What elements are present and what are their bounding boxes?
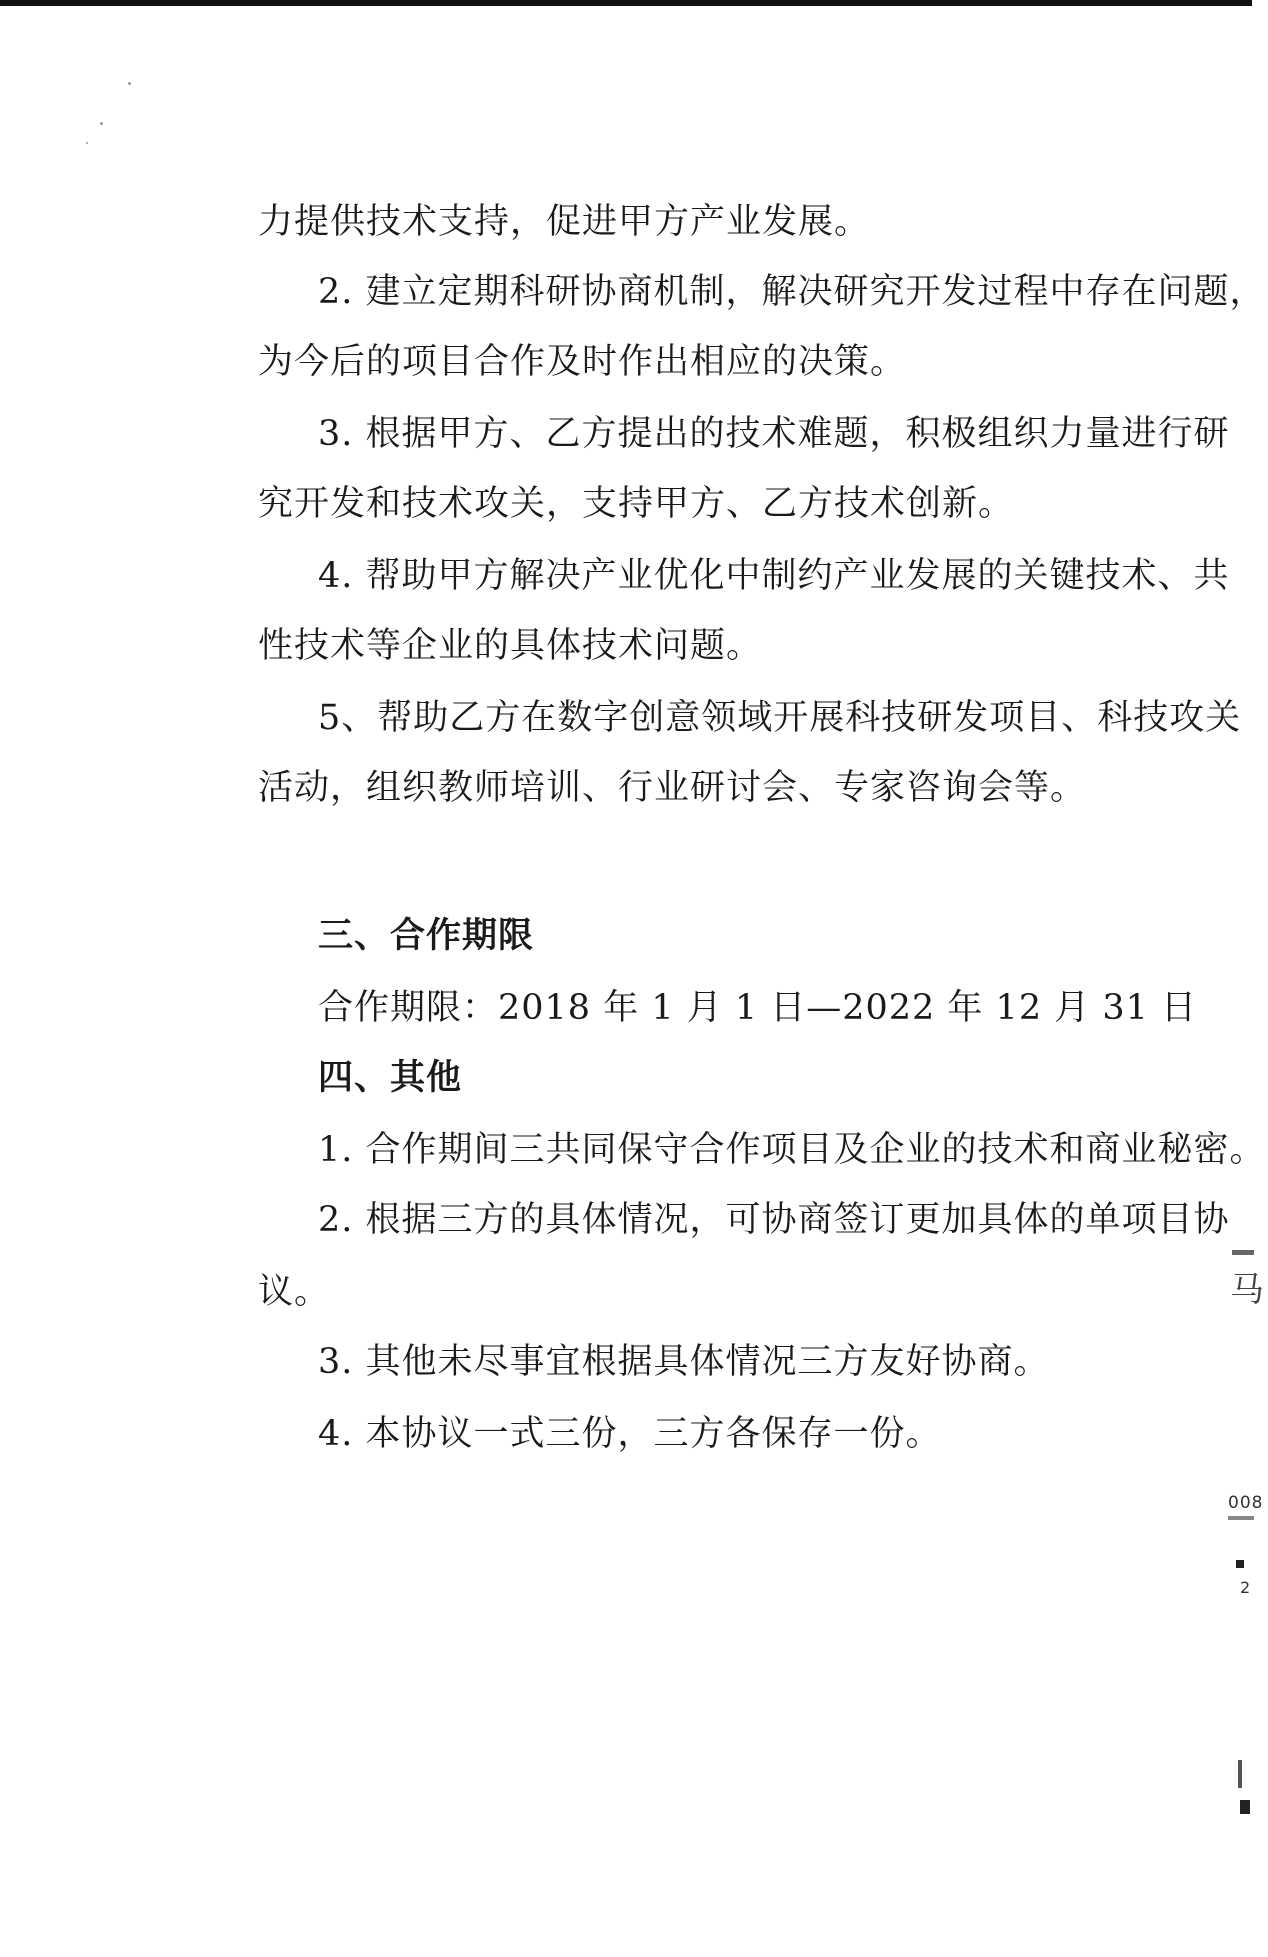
paragraph-line: 活动，组织教师培训、行业研讨会、专家咨询会等。 [258,768,1087,808]
term-line: 合作期限：2018 年 1 月 1 日—2022 年 12 月 31 日 [318,988,1198,1028]
edge-mark-bar [1238,1760,1242,1788]
edge-mark-bar [1228,1516,1254,1520]
list-item: 议。 [258,1272,331,1312]
edge-mark-text: 马 [1230,1270,1264,1310]
edge-mark-text: 2 [1240,1578,1251,1597]
paragraph-line: 2. 建立定期科研协商机制，解决研究开发过程中存在问题， [318,272,1266,312]
paragraph-line: 3. 根据甲方、乙方提出的技术难题，积极组织力量进行研 [318,414,1230,454]
paragraph-line: 力提供技术支持，促进甲方产业发展。 [258,202,871,242]
paragraph-line: 为今后的项目合作及时作出相应的决策。 [258,342,907,382]
edge-mark-text: 008 [1228,1493,1264,1513]
list-item: 2. 根据三方的具体情况，可协商签订更加具体的单项目协 [318,1200,1230,1240]
section-heading: 四、其他 [318,1057,463,1098]
paragraph-line: 5、帮助乙方在数字创意领域开展科技研发项目、科技攻关 [318,698,1242,738]
section-heading: 三、合作期限 [318,915,535,956]
scan-speck [128,82,131,85]
edge-mark-bar [1236,1560,1244,1568]
paragraph-line: 性技术等企业的具体技术问题。 [258,626,763,666]
edge-mark-bar [1240,1800,1250,1814]
list-item: 4. 本协议一式三份，三方各保存一份。 [318,1414,942,1454]
list-item: 3. 其他未尽事宜根据具体情况三方友好协商。 [318,1342,1050,1382]
scan-speck [100,122,103,125]
list-item: 1. 合作期间三共同保守合作项目及企业的技术和商业秘密。 [318,1130,1266,1170]
paragraph-line: 究开发和技术攻关，支持甲方、乙方技术创新。 [258,484,1015,524]
paragraph-line: 4. 帮助甲方解决产业优化中制约产业发展的关键技术、共 [318,556,1230,596]
scan-speck [86,142,88,144]
edge-mark-bar [1232,1250,1254,1255]
